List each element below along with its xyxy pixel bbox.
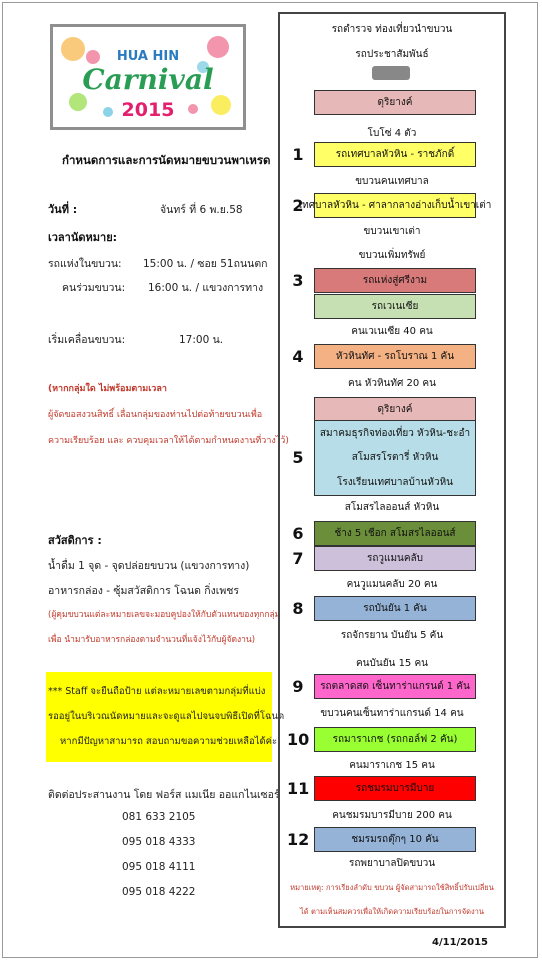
welfare-food: อาหารกล่อง - ซุ้มสวัสดิการ โฉนด กิ่งเพชร xyxy=(48,585,240,597)
phone-2[interactable]: 095 018 4333 xyxy=(122,836,196,848)
parade-entry-box: รถมาราเกช (รถกอล์ฟ 2 คัน) xyxy=(314,727,476,752)
hua-hin-carnival-logo xyxy=(50,24,246,130)
parade-group-box xyxy=(314,420,476,496)
panel-note-1: หมายเหตุ: การเรียงลำดับ ขบวน ผู้จัดสามารถใช้สิทธิ์ปรับเปลี่ยน xyxy=(290,883,494,892)
parade-number: 8 xyxy=(292,598,304,618)
parade-caption: สโมสรไลออนส์ หัวหิน xyxy=(344,502,440,513)
welfare-note-1: (ผู้คุมขบวนแต่ละหมายเลขจะมอบคูปองให้กับตัวแทนของทุกกลุ่ม xyxy=(48,610,281,620)
parade-entry-box: เทศบาลหัวหิน - ศาลากลางอ่างเก็บน้ำเขาเต่า xyxy=(314,193,476,218)
parade-entry-box: รถบันยัน 1 คัน xyxy=(314,596,476,621)
parade-caption: โบโซ่ 4 ตัว xyxy=(367,128,417,139)
parade-number: 3 xyxy=(292,270,304,290)
warning-line-2: ผู้จัดขอสงวนสิทธิ์ เลื่อนกลุ่มของท่านไปต่อท้ายขบวนเพื่อ xyxy=(48,410,263,420)
parade-number: 5 xyxy=(292,448,304,467)
parade-number: 9 xyxy=(292,676,304,696)
parade-entry-box: รถชมรมบารมีบาย xyxy=(314,776,476,801)
parade-number: 11 xyxy=(287,778,310,798)
float-meet-label: รถแห่งในขบวน: xyxy=(48,258,122,270)
parade-number: 1 xyxy=(292,144,304,164)
parade-caption: ขบวนเขาเต่า xyxy=(363,226,421,237)
parade-group-line: สมาคมธุรกิจท่องเที่ยว หัวหิน-ชะอำ xyxy=(319,427,471,439)
date-value: จันทร์ ที่ 6 พ.ย.58 xyxy=(160,204,243,216)
parade-number: 7 xyxy=(292,548,304,568)
logo-top-text: HUA HIN xyxy=(116,49,180,64)
parade-entry-box: ดุริยางค์ xyxy=(314,397,476,422)
footer-date: 4/11/2015 xyxy=(432,937,489,948)
parade-caption: ขบวนคนเทศบาล xyxy=(355,176,429,187)
parade-number: 6 xyxy=(292,523,304,543)
welfare-water: น้ำดื่ม 1 จุด - จุดปล่อยขบวน (แขวงการทาง) xyxy=(48,560,250,572)
parade-caption: ขบวนคนเซ็นทาร่าแกรนด์ 14 คน xyxy=(320,708,464,719)
logo-main-text: Carnival xyxy=(82,63,214,96)
parade-caption: คน หัวหินทัศ 20 คน xyxy=(348,378,436,389)
parade-caption: คนบันยัน 15 คน xyxy=(355,658,428,669)
parade-number: 2 xyxy=(292,195,304,215)
parade-caption: ขบวนเพิ่มทรัพย์ xyxy=(358,250,426,261)
parade-entry-box: หัวหินทัศ - รถโบราณ 1 คัน xyxy=(314,344,476,369)
staff-notice-3: หากมีปัญหาสามารถ สอบถามขอความช่วยเหลือได้ค่ะ xyxy=(60,736,278,747)
parade-caption: คนมาราเกช 15 คน xyxy=(349,760,435,771)
panel-note-2: ได้ ตามเห็นสมควรเพื่อให้เกิดความเรียบร้อยในการจัดงาน xyxy=(300,907,484,916)
warning-line-3: ความเรียบร้อย และ ควบคุมเวลาให้ได้ตามกำหนดงานที่วางไว้) xyxy=(48,436,289,446)
phone-3[interactable]: 095 018 4111 xyxy=(122,861,196,873)
float-meet-value: 15:00 น. / ซอย 51ถนนตก xyxy=(143,258,268,270)
start-label: เริ่มเคลื่อนขบวน: xyxy=(48,334,126,346)
logo-year: 2015 xyxy=(121,99,175,121)
welfare-label: สวัสดิการ : xyxy=(48,534,102,547)
phone-4[interactable]: 095 018 4222 xyxy=(122,886,196,898)
parade-entry-box: ชมรมรถตุ๊กๆ 10 คัน xyxy=(314,827,476,852)
warning-line-1: (หากกลุ่มใด ไม่พร้อมตามเวลา xyxy=(48,384,167,394)
people-meet-value: 16:00 น. / แขวงการทาง xyxy=(148,282,264,294)
parade-number: 10 xyxy=(287,729,310,749)
parade-entry-box: รถวูแมนคลับ xyxy=(314,546,476,571)
staff-notice-1: *** Staff จะยืนถือป้าย แต่ละหมายเลขตามกลุ่มที่แบ่ง xyxy=(48,686,266,697)
parade-entry-box: ช้าง 5 เชือก สโมสรไลออนส์ xyxy=(314,521,476,546)
parade-caption: คนเวเนเซีย 40 คน xyxy=(351,326,433,337)
panel-head-1: รถตำรวจ ท่องเที่ยวนำขบวน xyxy=(331,24,453,35)
pr-car-image xyxy=(372,66,410,80)
schedule-title: กำหนดการและการนัดหมายขบวนพาเหรด xyxy=(62,153,271,167)
parade-entry-box: รถเทศบาลหัวหิน - ราชภักดิ์ xyxy=(314,142,476,167)
parade-caption: คนชมรมบารมีบาย 200 คน xyxy=(332,810,452,821)
start-value: 17:00 น. xyxy=(179,334,224,346)
parade-entry-box: รถแห่งสู่ศรีงาม xyxy=(314,268,476,293)
parade-entry-box: รถเวเนเซีย xyxy=(314,294,476,319)
people-meet-label: คนร่วมขบวน: xyxy=(62,282,126,294)
contact-label: ติดต่อประสานงาน โดย ฟอร์ส แมเนีย ออแกไนเซอร์ xyxy=(48,789,280,801)
parade-entry-box: รถตลาดสด เซ็นทาร่าแกรนด์ 1 คัน xyxy=(314,674,476,699)
date-label: วันที่ : xyxy=(48,203,78,216)
meet-label: เวลานัดหมาย: xyxy=(48,231,118,244)
parade-group-line: สโมสรโรตารี่ หัวหิน xyxy=(351,452,439,464)
phone-1[interactable]: 081 633 2105 xyxy=(122,811,196,823)
parade-caption: รถพยาบาลปิดขบวน xyxy=(348,858,436,869)
parade-entry-box: ดุริยางค์ xyxy=(314,90,476,115)
parade-number: 4 xyxy=(292,346,304,366)
parade-caption: คนวูแมนคลับ 20 คน xyxy=(346,579,438,590)
staff-notice-2: รออยู่ในบริเวณนัดหมายและจะดูแลไปจนจบพิธีเปิดที่โฉนด xyxy=(48,711,285,722)
parade-caption: รถจักรยาน บันยัน 5 คัน xyxy=(340,630,444,641)
panel-head-2: รถประชาสัมพันธ์ xyxy=(355,49,429,60)
parade-group-line: โรงเรียนเทศบาลบ้านหัวหิน xyxy=(337,477,453,489)
welfare-note-2: เพื่อ นำมารับอาหารกล่องตามจำนวนที่แจ้งไว้กับผู้จัดงาน) xyxy=(48,635,256,645)
parade-number: 12 xyxy=(287,829,310,849)
